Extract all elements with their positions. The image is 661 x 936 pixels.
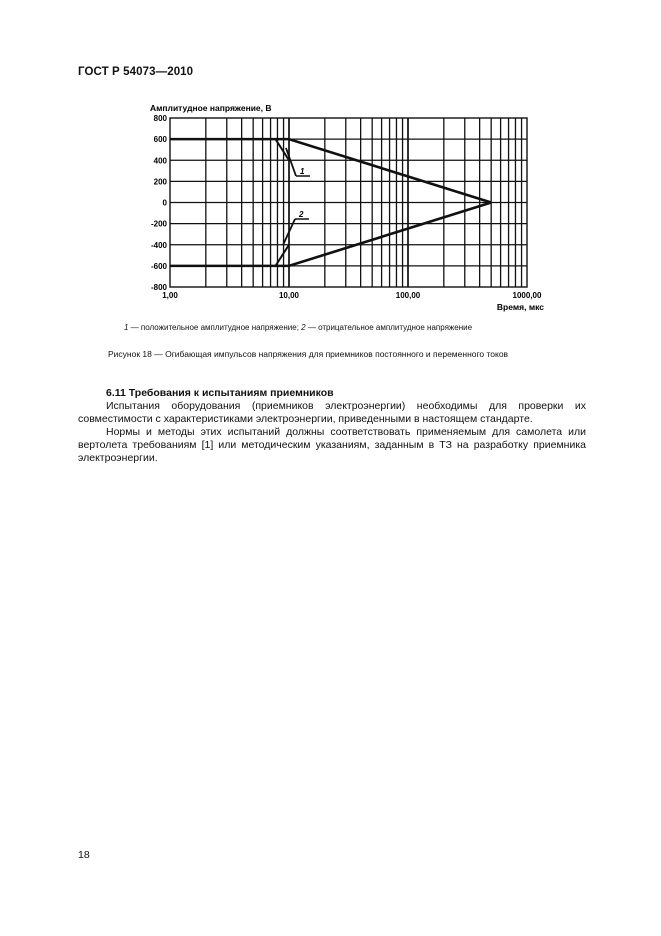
figure-caption: Рисунок 18 — Огибающая импульсов напряжения для приемников постоянного и переменного токов <box>108 349 509 359</box>
series-2-label: 2 <box>299 210 304 219</box>
series-1-leader <box>286 148 296 176</box>
y-tick-label: 600 <box>153 135 167 145</box>
document-header: ГОСТ Р 54073—2010 <box>78 66 194 78</box>
y-axis-label: Амплитудное напряжение, В <box>150 103 272 113</box>
y-tick-label: 800 <box>153 114 167 123</box>
series-1-label: 1 <box>300 167 305 176</box>
x-tick-label: 10,00 <box>278 291 300 300</box>
legend-text-2: — отрицательное амплитудное напряжение <box>305 323 473 332</box>
y-tick-label: -800 <box>150 283 167 292</box>
legend-text-1: — положительное амплитудное напряжение; <box>128 323 302 332</box>
paragraph-1: Испытания оборудования (приемников электроэнергии) необходимы для проверки их совместимости с характеристиками электроэнергии, приведенными в настоящем стандарте. <box>78 400 586 425</box>
x-tick-label: 1,00 <box>162 291 178 300</box>
y-tick-label: 400 <box>153 156 167 166</box>
page-number: 18 <box>78 849 90 861</box>
figure-legend-note <box>124 323 472 332</box>
y-tick-label: 0 <box>162 198 167 208</box>
section-6-11 <box>78 387 586 465</box>
series-line-1 <box>170 139 491 202</box>
series-line-2 <box>170 203 491 266</box>
y-tick-label: -600 <box>150 261 167 271</box>
voltage-envelope-chart <box>0 0 661 340</box>
x-tick-label: 100,00 <box>395 291 421 300</box>
x-tick-label: 1000,00 <box>512 291 542 300</box>
y-tick-label: -400 <box>150 240 167 250</box>
chart-svg <box>0 0 661 340</box>
legend-marker-1: 1 <box>124 323 129 332</box>
y-tick-label: 200 <box>153 177 167 187</box>
section-title: 6.11 Требования к испытаниям приемников <box>106 387 334 399</box>
paragraph-2: Нормы и методы этих испытаний должны соответствовать применяемым для самолета или вертолета требованиям [1] или методическим указаниям, заданным в ТЗ на разработку приемника электроэнергии. <box>78 426 586 464</box>
x-axis-label: Время, мкс <box>496 302 544 312</box>
y-tick-label: -200 <box>150 219 167 229</box>
legend-marker-2: 2 <box>301 323 306 332</box>
